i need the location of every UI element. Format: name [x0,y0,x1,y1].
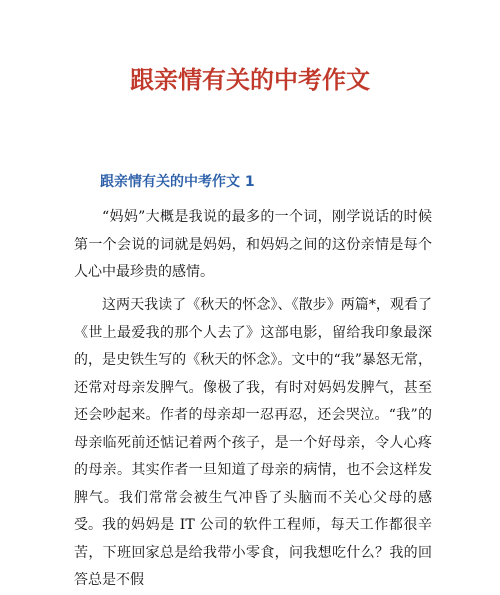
body-paragraph-3: 我的妈妈是 IT 公司的软件工程师，每天工作都很辛苦，下班回家总是给我带小零食，问我想吃什么？我的回答总是不假 [74,517,432,588]
body-paragraph-1: “妈妈”大概是我说的最多的一个词，刚学说话的时候第一个会说的词就是妈妈，和妈妈之间的这份亲情是每个人心中最珍贵的感情。 [74,209,432,280]
body-paragraph-2: 这两天我读了《秋天的怀念》、《散步》两篇*，观看了《世上最爱我的那个人去了》这部电影，留给我印象最深的，是史铁生写的《秋天的怀念》。文中的“我”暴怒无常，还常对母亲发脾气。像极了我，有时对妈妈发脾气，甚至还会吵起来。作者的母亲却一忍再忍，还会哭泣。“我”的母亲临死前还惦记着两个孩子，是一个好母亲，令人心疼的母亲。其实作者一旦知道了母亲的病情，也不会这样发脾气。我们常常会被生气冲昏了头脑而不关心父母的感受。 [74,297,432,533]
section-heading: 跟亲情有关的中考作文 1 [100,174,255,190]
document-title: 跟亲情有关的中考作文 [130,66,370,94]
